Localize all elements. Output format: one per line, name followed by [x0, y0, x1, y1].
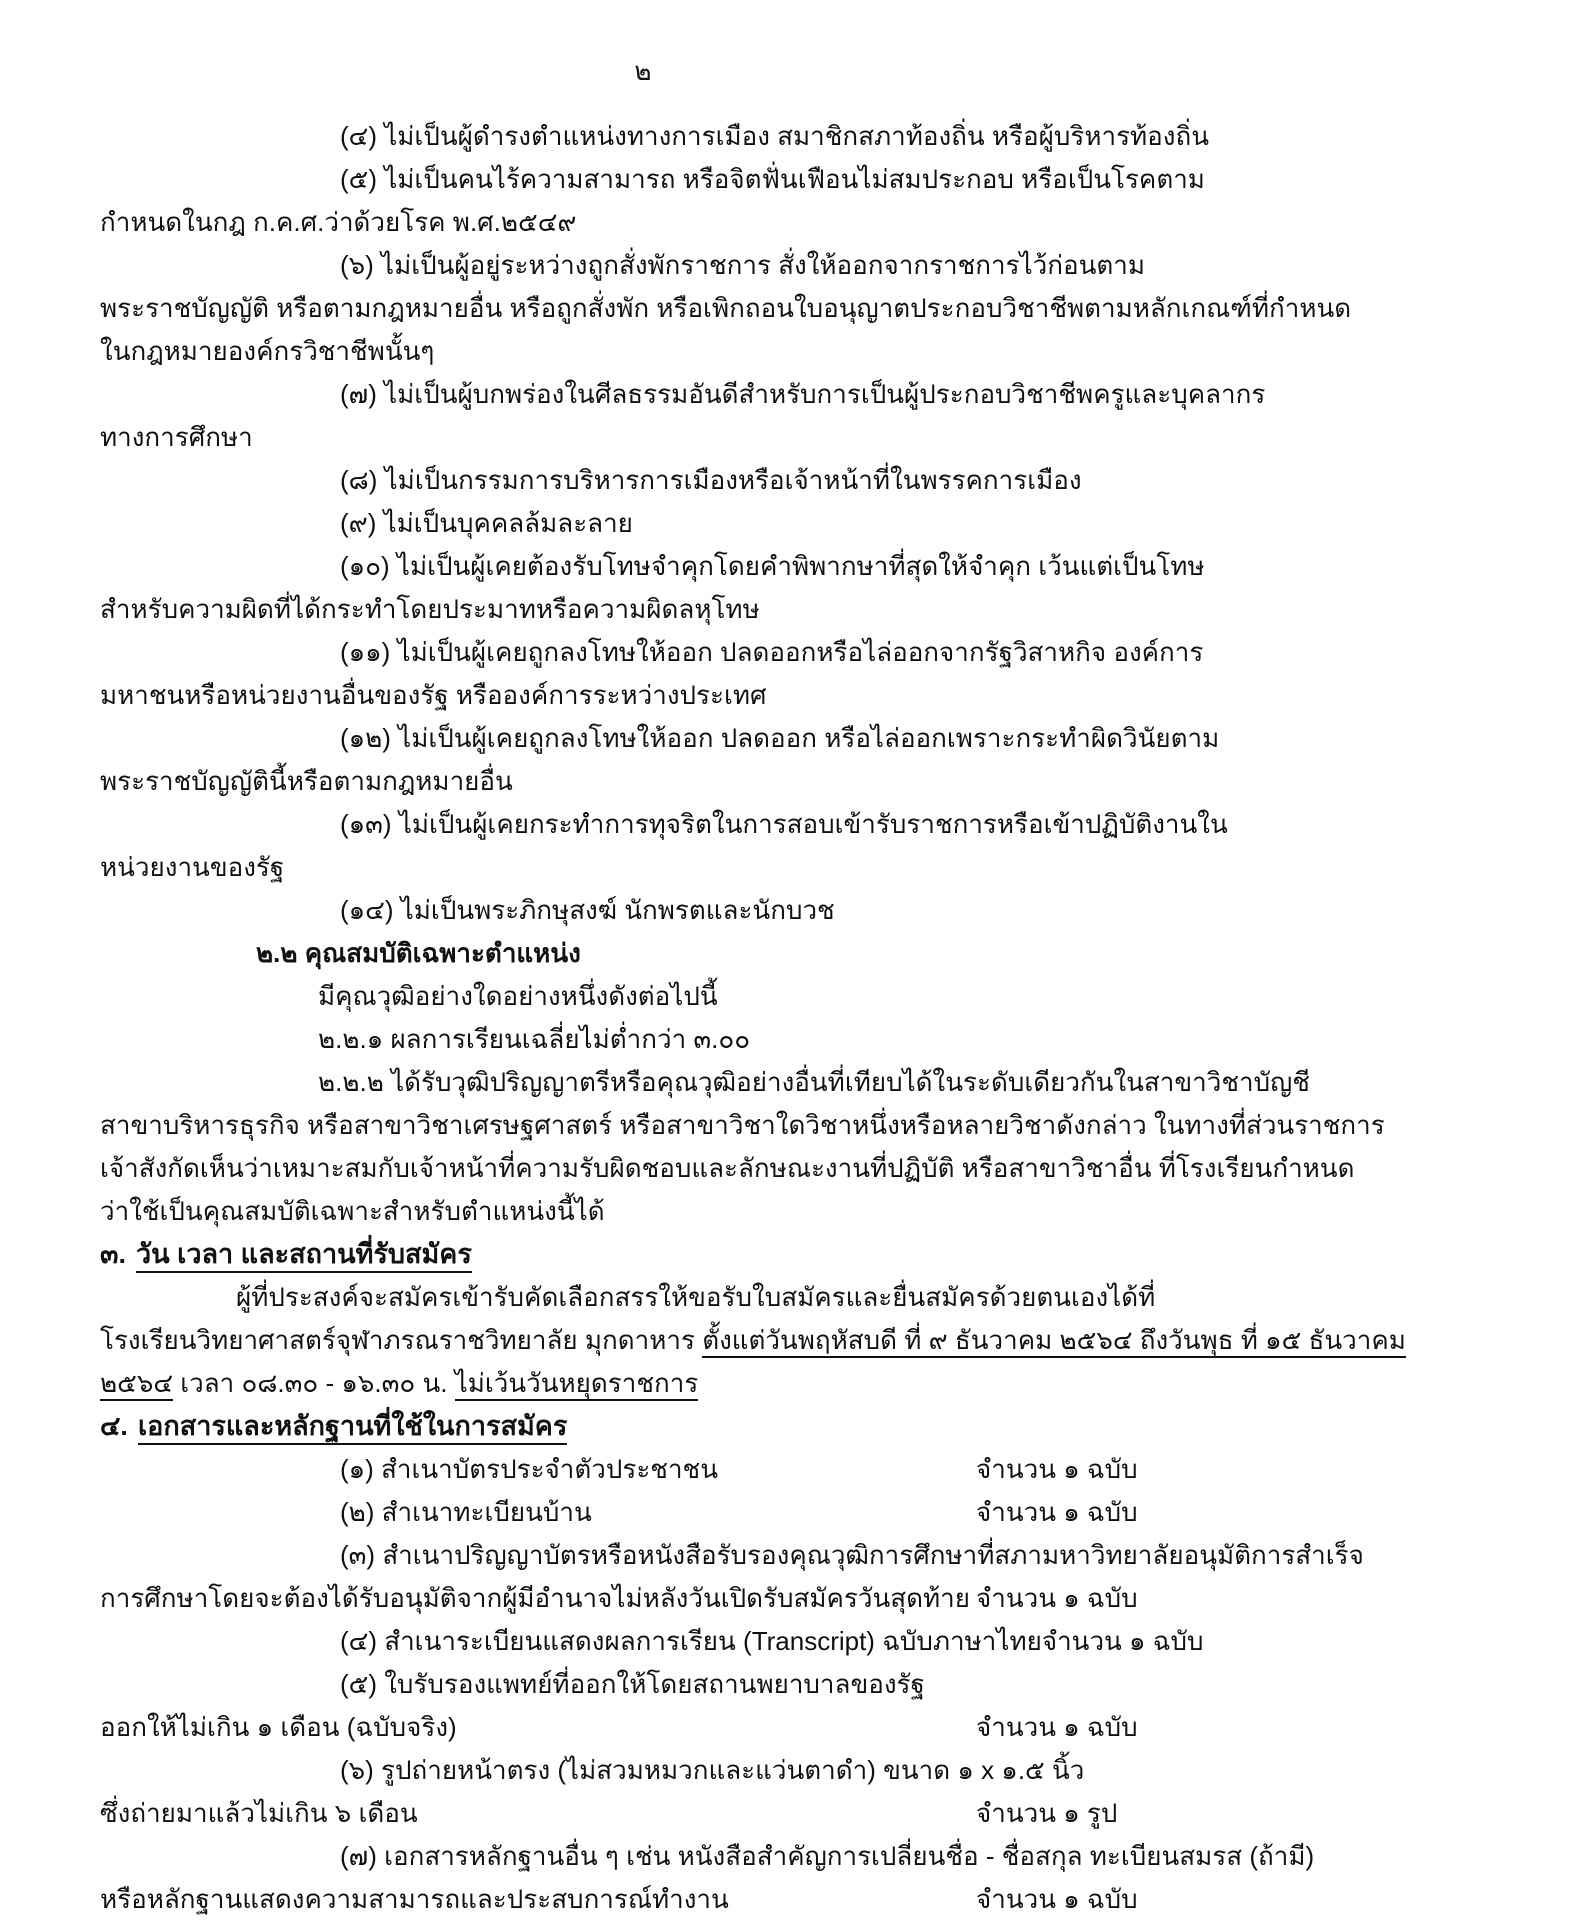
document-count: จำนวน ๑ รูป: [976, 1798, 1118, 1828]
document-row: [100, 1835, 1315, 1878]
document-item: (๕) ใบรับรองแพทย์ที่ออกให้โดยสถานพยาบาลของรัฐ: [340, 1669, 925, 1699]
document-count: จำนวน ๑ ฉบับ: [976, 1497, 1138, 1527]
section-number: ๔.: [100, 1411, 128, 1441]
apply-date-range-underlined: ตั้งแต่วันพฤหัสบดี ที่ ๙ ธันวาคม ๒๕๖๔ ถึงวันพุธ ที่ ๑๕ ธันวาคม: [702, 1325, 1406, 1358]
continuation-line: หน่วยงานของรัฐ: [100, 852, 285, 882]
spec-item-2-2-1: ๒.๒.๑ ผลการเรียนเฉลี่ยไม่ต่ำกว่า ๓.๐๐: [318, 1024, 751, 1054]
continuation-line: ในกฎหมายองค์กรวิชาชีพนั้นๆ: [100, 336, 435, 366]
document-row: [100, 1878, 1186, 1921]
document-row: [100, 1620, 1204, 1663]
continuation-line: กำหนดในกฎ ก.ค.ศ.ว่าด้วยโรค พ.ศ.๒๕๔๙: [100, 207, 577, 237]
apply-location-line: [100, 1319, 1406, 1362]
disqualification-item: (๑๔) ไม่เป็นพระภิกษุสงฆ์ นักพรตและนักบวช: [340, 895, 835, 925]
disqualification-item: (๕) ไม่เป็นคนไร้ความสามารถ หรือจิตฟั่นเฟือนไม่สมประกอบ หรือเป็นโรคตาม: [340, 164, 1205, 194]
apply-hours-text: เวลา ๐๘.๓๐ - ๑๖.๓๐ น.: [173, 1368, 455, 1398]
document-count: จำนวน ๑ ฉบับ: [976, 1712, 1138, 1742]
document-count: จำนวน ๑ ฉบับ: [976, 1454, 1138, 1484]
document-count: จำนวน ๑ ฉบับ: [1041, 1626, 1204, 1656]
disqualification-item: (๑๓) ไม่เป็นผู้เคยกระทำการทุจริตในการสอบเข้ารับราชการหรือเข้าปฏิบัติงานใน: [340, 809, 1228, 839]
document-item: (๑) สำเนาบัตรประจำตัวประชาชน: [340, 1454, 718, 1484]
continuation-line: สาขาบริหารธุรกิจ หรือสาขาวิชาเศรษฐศาสตร์ หรือสาขาวิชาใดวิชาหนึ่งหรือหลายวิชาดังกล่าว ในทางที่ส่วนราชการ: [100, 1110, 1385, 1140]
continuation-line: สำหรับความผิดที่ได้กระทำโดยประมาทหรือความผิดลหุโทษ: [100, 594, 760, 624]
document-row: [100, 1749, 1186, 1792]
disqualification-item: (๑๐) ไม่เป็นผู้เคยต้องรับโทษจำคุกโดยคำพิพากษาที่สุดให้จำคุก เว้นแต่เป็นโทษ: [340, 551, 1205, 581]
document-item-continuation: การศึกษาโดยจะต้องได้รับอนุมัติจากผู้มีอำนาจไม่หลังวันเปิดรับสมัครวันสุดท้าย: [100, 1583, 970, 1613]
document-count: [1084, 1749, 1294, 1792]
school-name-text: โรงเรียนวิทยาศาสตร์จุฬาภรณราชวิทยาลัย มุกดาหาร: [100, 1325, 703, 1355]
disqualification-item: (๙) ไม่เป็นบุคคลล้มละลาย: [340, 508, 633, 538]
section-heading-4: [100, 1405, 1186, 1448]
page-number: ๒: [634, 56, 652, 86]
document-item-continuation: ออกให้ไม่เกิน ๑ เดือน (ฉบับจริง): [100, 1712, 457, 1742]
continuation-line: เจ้าสังกัดเห็นว่าเหมาะสมกับเจ้าหน้าที่ความรับผิดชอบและลักษณะงานที่ปฏิบัติ หรือสาขาวิชาอื่น ที่โรงเรียนกำหนด: [100, 1153, 1355, 1183]
document-row: [100, 1448, 1186, 1491]
document-count: [1314, 1835, 1524, 1878]
apply-no-holiday-underlined: ไม่เว้นวันหยุดราชการ: [455, 1368, 699, 1401]
document-item: (๔) สำเนาระเบียนแสดงผลการเรียน (Transcript) ฉบับภาษาไทย: [340, 1626, 1042, 1656]
document-row: [100, 1534, 1364, 1577]
section-title: วัน เวลา และสถานที่รับสมัคร: [136, 1239, 472, 1273]
document-row: [100, 1792, 1186, 1835]
spec-item-2-2-2: ๒.๒.๒ ได้รับวุฒิปริญญาตรีหรือคุณวุฒิอย่างอื่นที่เทียบได้ในระดับเดียวกันในสาขาวิชาบัญชี: [318, 1067, 1310, 1097]
continuation-line: ทางการศึกษา: [100, 422, 253, 452]
document-item: (๗) เอกสารหลักฐานอื่น ๆ เช่น หนังสือสำคัญการเปลี่ยนชื่อ - ชื่อสกุล ทะเบียนสมรส (ถ้ามี): [340, 1841, 1315, 1871]
section-heading-3: [100, 1233, 1186, 1276]
continuation-line: พระราชบัญญัตินี้หรือตามกฎหมายอื่น: [100, 766, 513, 796]
document-count: จำนวน ๑ ฉบับ: [976, 1884, 1138, 1914]
disqualification-item: (๖) ไม่เป็นผู้อยู่ระหว่างถูกสั่งพักราชการ สั่งให้ออกจากราชการไว้ก่อนตาม: [340, 250, 1146, 280]
continuation-line: พระราชบัญญัติ หรือตามกฎหมายอื่น หรือถูกสั่งพัก หรือเพิกถอนใบอนุญาตประกอบวิชาชีพตามหลักเกณฑ์ที่กำหนด: [100, 293, 1352, 323]
document-count: [976, 1663, 1186, 1706]
apply-paragraph-line: ผู้ที่ประสงค์จะสมัครเข้ารับคัดเลือกสรรให้ขอรับใบสมัครและยื่นสมัครด้วยตนเองได้ที่: [236, 1282, 1156, 1312]
apply-time-line: [100, 1362, 1186, 1405]
document-count: จำนวน ๑ ฉบับ: [976, 1583, 1138, 1613]
disqualification-item: (๗) ไม่เป็นผู้บกพร่องในศีลธรรมอันดีสำหรับการเป็นผู้ประกอบวิชาชีพครูและบุคลากร: [340, 379, 1266, 409]
document-item: (๒) สำเนาทะเบียนบ้าน: [340, 1497, 592, 1527]
continuation-line: ว่าใช้เป็นคุณสมบัติเฉพาะสำหรับตำแหน่งนี้ได้: [100, 1196, 605, 1226]
document-row: [100, 1663, 1186, 1706]
document-row: [100, 1706, 1186, 1749]
document-item-continuation: หรือหลักฐานแสดงความสามารถและประสบการณ์ทำงาน: [100, 1884, 729, 1914]
section-title: เอกสารและหลักฐานที่ใช้ในการสมัคร: [138, 1411, 567, 1445]
spec-intro-line: มีคุณวุฒิอย่างใดอย่างหนึ่งดังต่อไปนี้: [318, 981, 718, 1011]
document-item: (๓) สำเนาปริญญาบัตรหรือหนังสือรับรองคุณวุฒิการศึกษาที่สภามหาวิทยาลัยอนุมัติการสำเร็จ: [340, 1540, 1364, 1570]
document-count: [1364, 1534, 1574, 1577]
document-row: [100, 1577, 1186, 1620]
disqualification-item: (๑๒) ไม่เป็นผู้เคยถูกลงโทษให้ออก ปลดออก หรือไล่ออกเพราะกระทำผิดวินัยตาม: [340, 723, 1220, 753]
disqualification-item: (๘) ไม่เป็นกรรมการบริหารการเมืองหรือเจ้าหน้าที่ในพรรคการเมือง: [340, 465, 1082, 495]
section-number: ๓.: [100, 1239, 126, 1269]
apply-year-underlined: ๒๕๖๔: [100, 1368, 173, 1401]
disqualification-item: (๔) ไม่เป็นผู้ดำรงตำแหน่งทางการเมือง สมาชิกสภาท้องถิ่น หรือผู้บริหารท้องถิ่น: [340, 121, 1210, 151]
document-item: (๖) รูปถ่ายหน้าตรง (ไม่สวมหมวกและแว่นตาดำ) ขนาด ๑ x ๑.๕ นิ้ว: [340, 1755, 1085, 1785]
subsection-heading-2-2: ๒.๒ คุณสมบัติเฉพาะตำแหน่ง: [256, 938, 581, 968]
document-row: [100, 1491, 1186, 1534]
disqualification-item: (๑๑) ไม่เป็นผู้เคยถูกลงโทษให้ออก ปลดออกหรือไล่ออกจากรัฐวิสาหกิจ องค์การ: [340, 637, 1204, 667]
document-item-continuation: ซึ่งถ่ายมาแล้วไม่เกิน ๖ เดือน: [100, 1798, 418, 1828]
continuation-line: มหาชนหรือหน่วยงานอื่นของรัฐ หรือองค์การระหว่างประเทศ: [100, 680, 767, 710]
